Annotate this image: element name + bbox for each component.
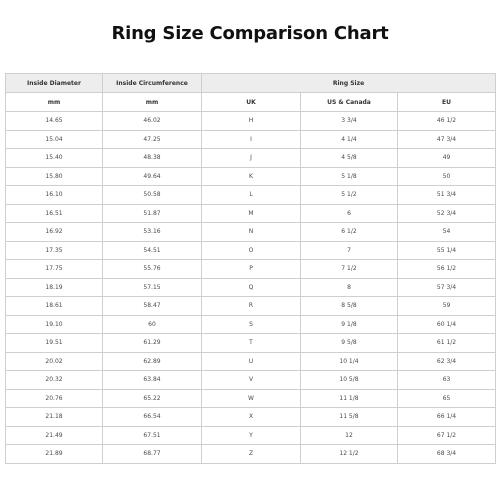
- cell-eu: 54: [398, 223, 496, 242]
- cell-us-canada: 7: [301, 241, 398, 260]
- cell-uk: V: [202, 371, 301, 390]
- cell-circumference: 67.51: [103, 426, 202, 445]
- cell-diameter: 18.19: [6, 278, 103, 297]
- cell-us-canada: 8: [301, 278, 398, 297]
- cell-uk: T: [202, 334, 301, 353]
- cell-circumference: 60: [103, 315, 202, 334]
- cell-eu: 56 1/2: [398, 260, 496, 279]
- subheader-uk: UK: [202, 93, 301, 112]
- cell-circumference: 68.77: [103, 445, 202, 464]
- cell-circumference: 63.84: [103, 371, 202, 390]
- cell-circumference: 51.87: [103, 204, 202, 223]
- cell-eu: 52 3/4: [398, 204, 496, 223]
- page-title: Ring Size Comparison Chart: [111, 23, 389, 44]
- cell-eu: 65: [398, 389, 496, 408]
- table-row: [6, 426, 496, 445]
- cell-diameter: 15.04: [6, 130, 103, 149]
- table-row: [6, 260, 496, 279]
- cell-uk: I: [202, 130, 301, 149]
- cell-uk: J: [202, 149, 301, 168]
- table-row: [6, 408, 496, 427]
- cell-uk: P: [202, 260, 301, 279]
- header-ring-size: Ring Size: [202, 74, 496, 93]
- table-row: [6, 278, 496, 297]
- subheader-eu: EU: [398, 93, 496, 112]
- cell-uk: K: [202, 167, 301, 186]
- cell-uk: O: [202, 241, 301, 260]
- table-subheader-row: [6, 93, 496, 112]
- table-row: [6, 297, 496, 316]
- cell-diameter: 15.80: [6, 167, 103, 186]
- cell-diameter: 21.49: [6, 426, 103, 445]
- cell-us-canada: 9 5/8: [301, 334, 398, 353]
- cell-eu: 49: [398, 149, 496, 168]
- table-row: [6, 186, 496, 205]
- cell-diameter: 16.51: [6, 204, 103, 223]
- cell-diameter: 20.32: [6, 371, 103, 390]
- cell-diameter: 20.76: [6, 389, 103, 408]
- cell-uk: M: [202, 204, 301, 223]
- cell-eu: 67 1/2: [398, 426, 496, 445]
- cell-circumference: 58.47: [103, 297, 202, 316]
- table-row: [6, 223, 496, 242]
- cell-diameter: 21.89: [6, 445, 103, 464]
- cell-eu: 55 1/4: [398, 241, 496, 260]
- cell-uk: R: [202, 297, 301, 316]
- cell-us-canada: 5 1/2: [301, 186, 398, 205]
- table-row: [6, 352, 496, 371]
- table-row: [6, 149, 496, 168]
- cell-uk: W: [202, 389, 301, 408]
- cell-us-canada: 11 5/8: [301, 408, 398, 427]
- cell-circumference: 65.22: [103, 389, 202, 408]
- cell-circumference: 61.29: [103, 334, 202, 353]
- table-row: [6, 315, 496, 334]
- cell-diameter: 19.10: [6, 315, 103, 334]
- cell-uk: Z: [202, 445, 301, 464]
- cell-uk: S: [202, 315, 301, 334]
- cell-diameter: 17.35: [6, 241, 103, 260]
- cell-eu: 62 3/4: [398, 352, 496, 371]
- cell-circumference: 53.16: [103, 223, 202, 242]
- cell-uk: N: [202, 223, 301, 242]
- cell-us-canada: 4 1/4: [301, 130, 398, 149]
- cell-uk: L: [202, 186, 301, 205]
- table-row: [6, 241, 496, 260]
- cell-diameter: 17.75: [6, 260, 103, 279]
- cell-circumference: 62.89: [103, 352, 202, 371]
- cell-uk: X: [202, 408, 301, 427]
- table-row: [6, 130, 496, 149]
- subheader-circumference-unit: mm: [103, 93, 202, 112]
- cell-eu: 47 3/4: [398, 130, 496, 149]
- cell-diameter: 14.65: [6, 112, 103, 131]
- cell-eu: 50: [398, 167, 496, 186]
- table-body: [6, 112, 496, 464]
- cell-eu: 46 1/2: [398, 112, 496, 131]
- header-inside-circumference: Inside Circumference: [103, 74, 202, 93]
- table-header-row: [6, 74, 496, 93]
- cell-eu: 68 3/4: [398, 445, 496, 464]
- cell-eu: 51 3/4: [398, 186, 496, 205]
- cell-uk: Q: [202, 278, 301, 297]
- cell-circumference: 48.38: [103, 149, 202, 168]
- cell-uk: H: [202, 112, 301, 131]
- cell-circumference: 49.64: [103, 167, 202, 186]
- cell-eu: 57 3/4: [398, 278, 496, 297]
- cell-us-canada: 7 1/2: [301, 260, 398, 279]
- cell-us-canada: 10 1/4: [301, 352, 398, 371]
- table-row: [6, 445, 496, 464]
- subheader-us-canada: US & Canada: [301, 93, 398, 112]
- cell-circumference: 47.25: [103, 130, 202, 149]
- cell-diameter: 16.92: [6, 223, 103, 242]
- cell-eu: 63: [398, 371, 496, 390]
- table-row: [6, 167, 496, 186]
- table-row: [6, 204, 496, 223]
- cell-uk: U: [202, 352, 301, 371]
- ring-size-table: [5, 73, 496, 464]
- table-row: [6, 112, 496, 131]
- cell-circumference: 50.58: [103, 186, 202, 205]
- cell-diameter: 21.18: [6, 408, 103, 427]
- cell-diameter: 19.51: [6, 334, 103, 353]
- cell-diameter: 16.10: [6, 186, 103, 205]
- cell-eu: 66 1/4: [398, 408, 496, 427]
- cell-us-canada: 4 5/8: [301, 149, 398, 168]
- table-row: [6, 389, 496, 408]
- cell-diameter: 20.02: [6, 352, 103, 371]
- cell-circumference: 57.15: [103, 278, 202, 297]
- cell-diameter: 18.61: [6, 297, 103, 316]
- cell-us-canada: 6 1/2: [301, 223, 398, 242]
- cell-eu: 60 1/4: [398, 315, 496, 334]
- header-inside-diameter: Inside Diameter: [6, 74, 103, 93]
- cell-us-canada: 5 1/8: [301, 167, 398, 186]
- cell-us-canada: 9 1/8: [301, 315, 398, 334]
- cell-us-canada: 10 5/8: [301, 371, 398, 390]
- cell-us-canada: 11 1/8: [301, 389, 398, 408]
- table-row: [6, 334, 496, 353]
- cell-us-canada: 12 1/2: [301, 445, 398, 464]
- subheader-diameter-unit: mm: [6, 93, 103, 112]
- cell-diameter: 15.40: [6, 149, 103, 168]
- cell-circumference: 46.02: [103, 112, 202, 131]
- table-row: [6, 371, 496, 390]
- cell-us-canada: 12: [301, 426, 398, 445]
- cell-us-canada: 8 5/8: [301, 297, 398, 316]
- cell-eu: 59: [398, 297, 496, 316]
- cell-circumference: 55.76: [103, 260, 202, 279]
- cell-uk: Y: [202, 426, 301, 445]
- cell-us-canada: 3 3/4: [301, 112, 398, 131]
- cell-us-canada: 6: [301, 204, 398, 223]
- cell-eu: 61 1/2: [398, 334, 496, 353]
- cell-circumference: 54.51: [103, 241, 202, 260]
- cell-circumference: 66.54: [103, 408, 202, 427]
